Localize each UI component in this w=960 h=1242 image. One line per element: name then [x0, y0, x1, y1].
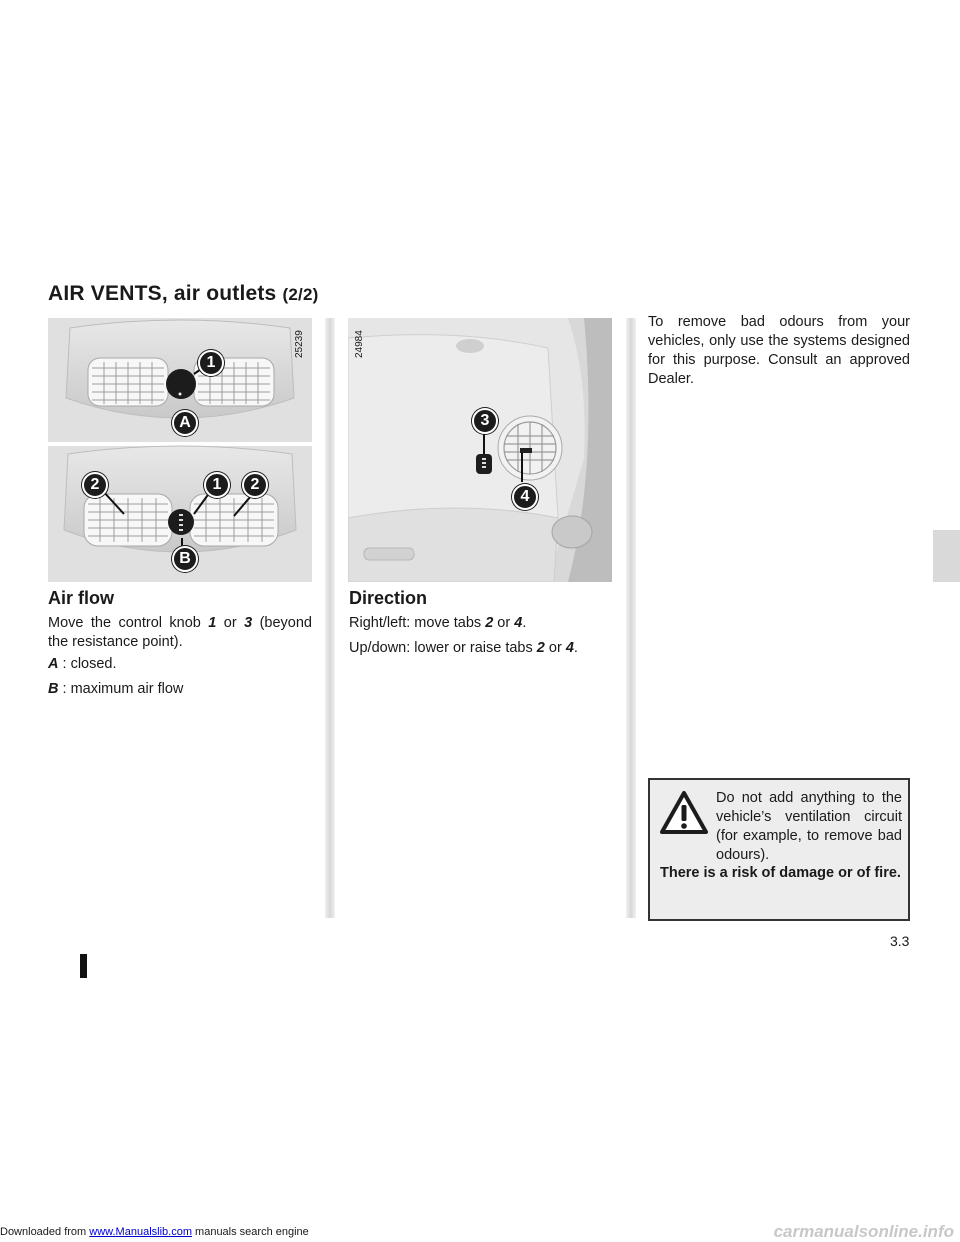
page-number: 3.3: [890, 933, 910, 949]
centre-vents-illustration: [48, 318, 312, 582]
airflow-instruction: [48, 614, 312, 652]
warning-box: [648, 778, 910, 921]
airflow-a-text: : closed.: [58, 656, 117, 672]
photo-ref: 25239: [294, 330, 305, 358]
side-vent-illustration: [348, 318, 612, 582]
airflow-text-a: Move the control knob: [48, 615, 209, 631]
key-1: 1: [208, 615, 217, 631]
callout-1-bottom: 1: [204, 472, 230, 498]
callout-4: 4: [512, 484, 538, 510]
airflow-b-text: : maximum air flow: [58, 681, 184, 697]
title-text: AIR VENTS, air outlets: [48, 282, 277, 305]
direction-heading: Direction: [349, 588, 428, 608]
warning-text: Do not add anything to the vehicle’s ventilation circuit (for example, to remove bad odours).: [716, 790, 902, 863]
column-divider-left: [325, 318, 335, 918]
footer-suffix: manuals search engine: [191, 1226, 309, 1238]
site-logo: carmanualsonline.info: [773, 1222, 954, 1241]
footer-prefix: Downloaded from: [0, 1226, 90, 1238]
airflow-text-c: (beyond the resistance point).: [48, 615, 312, 650]
rl-key-2: 2: [485, 615, 494, 631]
airflow-b-item: [48, 680, 183, 699]
direction-right-left: [349, 614, 526, 633]
column-divider-right: [626, 318, 636, 918]
callout-2-left: 2: [82, 472, 108, 498]
photo-side-vent: [348, 318, 612, 582]
key-b: B: [48, 681, 59, 697]
callout-1-top: 1: [198, 350, 224, 376]
photo-centre-vents: [48, 318, 312, 582]
title-part: (2/2): [282, 285, 319, 304]
ud-mid: or: [544, 640, 566, 656]
airflow-text-b: or: [216, 615, 245, 631]
odours-paragraph: To remove bad odours from your vehicles, only use the systems designed for this purpose. Consult an approved Dealer.: [648, 314, 910, 387]
airflow-heading: Air flow: [48, 588, 114, 608]
margin-marker: [80, 954, 87, 978]
rl-mid: or: [493, 615, 515, 631]
callout-2-right: 2: [242, 472, 268, 498]
direction-up-down: [349, 639, 578, 658]
rl-end: .: [522, 615, 527, 631]
warning-triangle-icon: [659, 790, 709, 836]
ud-pre: Up/down: lower or raise tabs: [349, 640, 537, 656]
ud-end: .: [573, 640, 578, 656]
callout-b: B: [172, 546, 198, 572]
page-title: [48, 282, 318, 306]
footer-link[interactable]: www.Manualslib.com: [89, 1226, 192, 1238]
key-a: A: [48, 656, 59, 672]
photo-ref-right: 24984: [354, 330, 365, 358]
ud-key-4: 4: [565, 640, 574, 656]
callout-a: A: [172, 410, 198, 436]
key-3: 3: [244, 615, 253, 631]
rl-pre: Right/left: move tabs: [349, 615, 486, 631]
airflow-a-item: [48, 655, 117, 674]
ud-key-2: 2: [536, 640, 545, 656]
callout-3: 3: [472, 408, 498, 434]
section-tab: [933, 530, 960, 582]
warning-bold: There is a risk of damage or of fire.: [660, 865, 901, 881]
rl-key-4: 4: [514, 615, 523, 631]
